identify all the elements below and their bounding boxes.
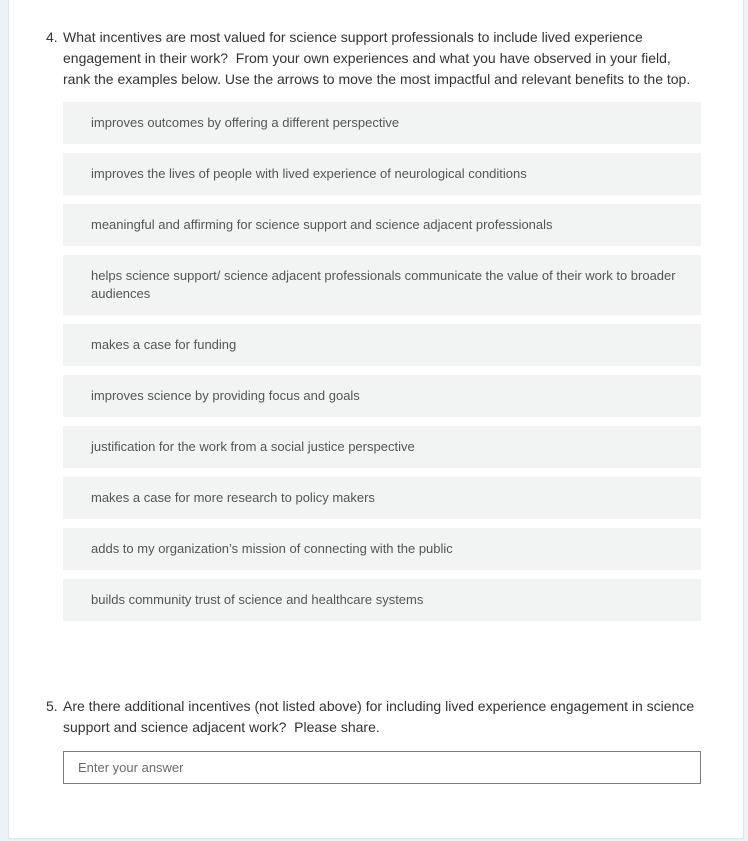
ranking-item-label: improves science by providing focus and goals — [91, 388, 360, 403]
ranking-item-label: builds community trust of science and healthcare systems — [91, 592, 424, 607]
question-5-number: 5. — [46, 698, 58, 714]
question-4 — [46, 27, 743, 630]
ranking-item-label: improves outcomes by offering a different perspective — [91, 115, 400, 130]
answer-input[interactable] — [63, 751, 701, 784]
form-card — [8, 0, 744, 839]
ranking-item[interactable] — [63, 375, 701, 417]
ranking-item[interactable] — [63, 102, 701, 144]
ranking-item[interactable] — [63, 426, 701, 468]
question-5 — [46, 696, 743, 784]
ranking-item-label: helps science support/ science adjacent professionals communicate the value of their work to broader audiences — [91, 268, 676, 301]
question-4-text: What incentives are most valued for science support professionals to include lived experience engagement in their work? From your own experiences and what you have observed in your field, rank the examples below. Use the arrows to move the most impactful and relevant benefits to the top. — [63, 29, 691, 87]
ranking-item-label: justification for the work from a social justice perspective — [91, 439, 415, 454]
ranking-item-label: makes a case for funding — [91, 337, 237, 352]
ranking-item[interactable] — [63, 324, 701, 366]
question-4-number: 4. — [46, 29, 58, 45]
ranking-item-label: meaningful and affirming for science support and science adjacent professionals — [91, 217, 553, 232]
ranking-item[interactable] — [63, 204, 701, 246]
ranking-item[interactable] — [63, 153, 701, 195]
ranking-item[interactable] — [63, 477, 701, 519]
question-5-text: Are there additional incentives (not listed above) for including lived experience engagement in science support and science adjacent work? Please share. — [63, 698, 699, 735]
ranking-item-label: improves the lives of people with lived experience of neurological conditions — [91, 166, 527, 181]
ranking-list — [63, 102, 701, 621]
ranking-item[interactable] — [63, 255, 701, 315]
ranking-item-label: adds to my organization’s mission of connecting with the public — [91, 541, 453, 556]
ranking-item[interactable] — [63, 528, 701, 570]
ranking-item-label: makes a case for more research to policy makers — [91, 490, 375, 505]
ranking-item[interactable] — [63, 579, 701, 621]
